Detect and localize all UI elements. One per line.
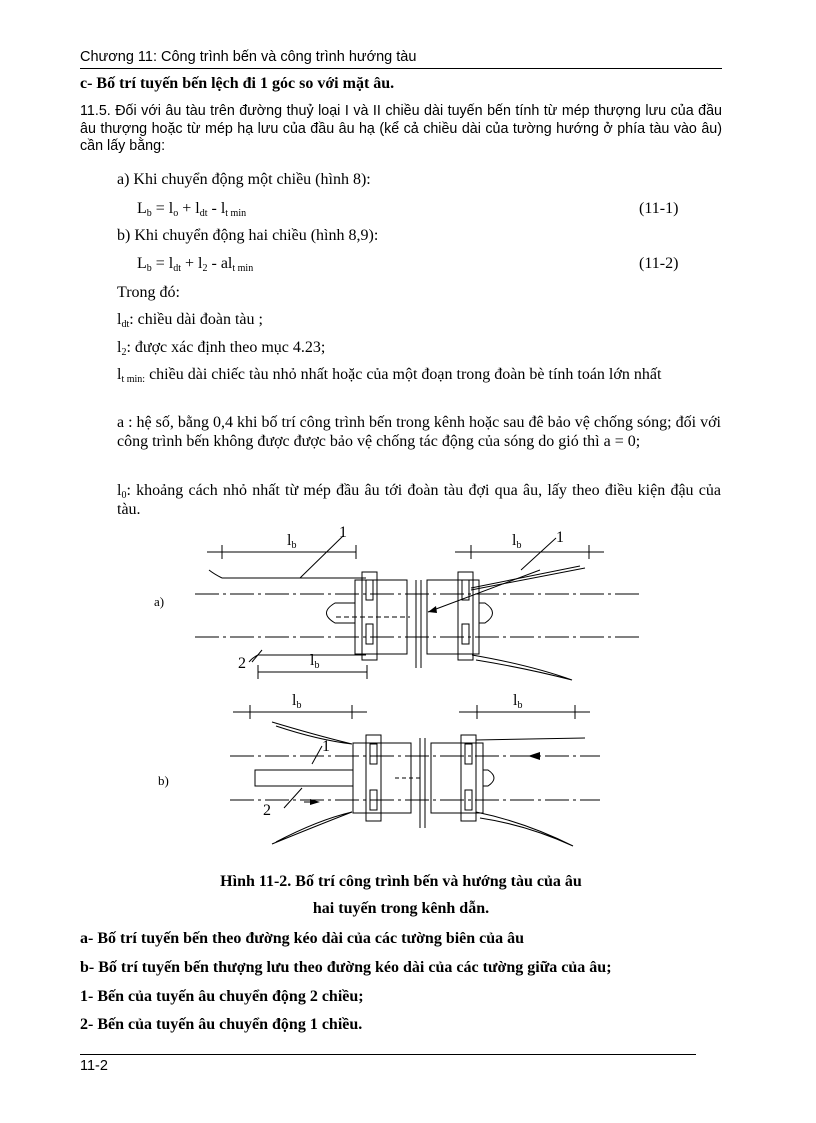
fig-a-leader-2 bbox=[252, 650, 262, 662]
equation-number-11-1: (11-1) bbox=[639, 200, 679, 217]
fig-b-num-1: 1 bbox=[322, 738, 330, 755]
fig-a-berth-left-upper bbox=[209, 570, 366, 578]
fig-b-ship-left bbox=[255, 770, 353, 786]
fig-a-gate-left bbox=[362, 572, 377, 660]
def-l0: $l_0$: khoảng cách nhỏ nhất từ mép đầu âu tới đoàn tàu đợi qua âu, lấy theo điều kiện đậu của tàu. bbox=[117, 482, 721, 518]
fig-a-berth-right-upper bbox=[471, 566, 585, 590]
def-ltmin: $l_{t min:}$ chiều dài chiếc tàu nhỏ nhất hoặc của một đoạn trong đoàn bè tính toán lớn nhất bbox=[117, 366, 662, 385]
paragraph-11-5: 11.5. Đối với âu tàu trên đường thuỷ loại I và II chiều dài tuyến bến tính từ mép thượng lưu của đầu âu thượng hoặc từ mép hạ lưu của đầu âu hạ (kể cả chiều dài của tường hướng ở phía tàu vào âu) cần lấy bằng: bbox=[80, 103, 722, 154]
fig-a-ship-right bbox=[479, 603, 493, 623]
footer-rule bbox=[80, 1054, 696, 1055]
fig-b-berth-right-lower bbox=[476, 812, 573, 846]
figure-caption-line1: Hình 11-2. Bố trí công trình bến và hướng tàu của âu bbox=[220, 873, 582, 890]
fig-b-leader-1 bbox=[312, 746, 322, 764]
note-a: a- Bố trí tuyến bến theo đường kéo dài của các tường biên của âu bbox=[80, 930, 525, 947]
fig-b-num-2: 2 bbox=[263, 802, 271, 819]
section-c-heading: c- Bố trí tuyến bến lệch đi 1 góc so với mặt âu. bbox=[80, 75, 395, 92]
fig-a-num-2: 2 bbox=[238, 655, 246, 672]
fig-a-lb-label-bottom: $l_b$ bbox=[310, 652, 320, 671]
def-a: a : hệ số, bằng 0,4 khi bố trí công trình bến trong kênh hoặc sau đê bảo vệ chống sóng; đối với công trình bến không được được bảo vệ chống tác động của sóng do gió thì a = 0; bbox=[117, 414, 721, 450]
fig-a-berth-left-lower bbox=[249, 655, 366, 662]
def-ldt: $l_{dt}$: chiều dài đoàn tàu ; bbox=[117, 311, 263, 330]
equation-number-11-2: (11-2) bbox=[639, 255, 679, 272]
fig-a-ship-left bbox=[327, 603, 356, 623]
fig-b-lock-head-right bbox=[431, 743, 483, 813]
fig-a-num-1-right: 1 bbox=[556, 529, 564, 546]
figure-caption-line2: hai tuyến trong kênh dẫn. bbox=[312, 900, 490, 917]
fig-a-label: a) bbox=[154, 594, 165, 609]
page-number: 11-2 bbox=[80, 1058, 108, 1074]
def-l2: $l_2$: được xác định theo mục 4.23; bbox=[117, 339, 326, 358]
equation-11-1: $L_b = l_o + l_{dt} - l_{t min}$ bbox=[137, 200, 247, 219]
case-b-text: b) Khi chuyển động hai chiều (hình 8,9): bbox=[117, 227, 379, 244]
fig-a-lock-head-right bbox=[427, 580, 479, 654]
note-1: 1- Bến của tuyến âu chuyển động 2 chiều; bbox=[80, 988, 364, 1005]
fig-b-label: b) bbox=[158, 773, 169, 788]
fig-a-lb-label-left: $l_b$ bbox=[287, 532, 297, 551]
fig-a-dimension-right bbox=[455, 545, 604, 559]
case-a-text: a) Khi chuyển động một chiều (hình 8): bbox=[117, 171, 371, 188]
note-b: b- Bố trí tuyến bến thượng lưu theo đường kéo dài của các tường giữa của âu; bbox=[80, 959, 612, 976]
fig-b-lb-label-right: $l_b$ bbox=[513, 692, 523, 711]
fig-b-dimension-right bbox=[459, 705, 590, 719]
fig-b-gate-left bbox=[366, 735, 381, 821]
fig-b-berth-left-lower bbox=[272, 812, 352, 844]
note-2: 2- Bến của tuyến âu chuyển động 1 chiều. bbox=[80, 1016, 363, 1033]
fig-b-berth-left-upper bbox=[272, 722, 352, 744]
fig-b-leader-2 bbox=[284, 788, 302, 808]
fig-a-lb-label-right: $l_b$ bbox=[512, 532, 522, 551]
fig-a-dimension-left bbox=[207, 545, 356, 559]
fig-a-leader-1-right bbox=[521, 538, 556, 570]
fig-b-ship-right bbox=[483, 770, 494, 786]
fig-a-gate-right bbox=[458, 572, 473, 660]
fig-a-num-1-left: 1 bbox=[339, 524, 347, 541]
fig-a-berth-right-lower bbox=[472, 655, 572, 680]
fig-b-lb-label-left: $l_b$ bbox=[292, 692, 302, 711]
fig-a-leader-1-left bbox=[300, 536, 343, 578]
fig-a-arrow-right bbox=[428, 570, 540, 612]
page-header: Chương 11: Công trình bến và công trình hướng tàu bbox=[80, 49, 417, 65]
equation-11-2: $L_b = l_{dt} + l_2 - al_{t min}$ bbox=[137, 255, 254, 274]
fig-b-gate-right bbox=[461, 735, 476, 821]
where-label: Trong đó: bbox=[117, 284, 180, 301]
fig-b-berth-right-upper bbox=[476, 738, 585, 740]
